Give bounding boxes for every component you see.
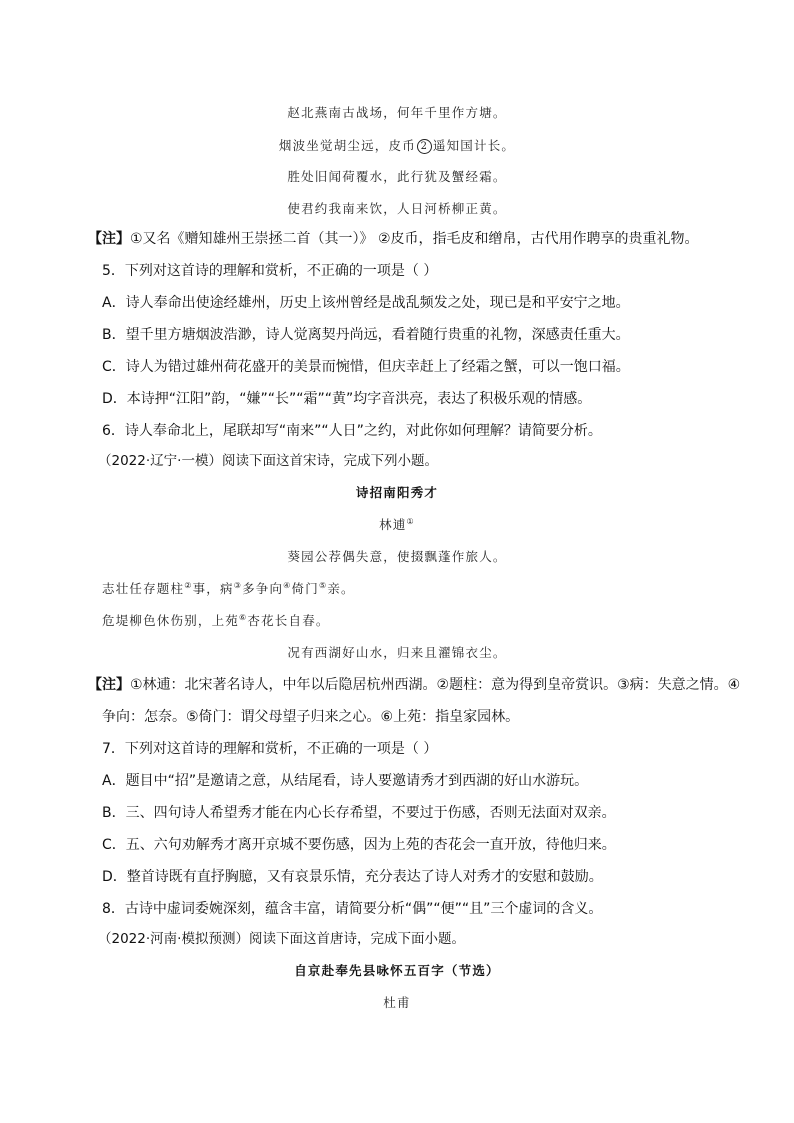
section-intro-2: （2022·辽宁·一模）阅读下面这首宋诗，完成下列小题。	[98, 453, 438, 469]
poem1-line-2-part-b: 遥知国计长。	[432, 138, 516, 153]
q7-option-c: C．五、六句劝解秀才离开京城不要伤感，因为上苑的杏花会一直开放，待他归来。	[102, 837, 616, 853]
note2-line-2: 争向：怎奈。⑤倚门：谓父母望子归来之心。⑥上苑：指皇家园林。	[102, 709, 520, 725]
poem1-line-2	[0, 139, 794, 154]
poem2-line-2	[102, 580, 355, 596]
footnote-ref: ③	[233, 580, 243, 590]
note1	[88, 232, 699, 246]
poem1-line-2-part-a: 烟波坐觉胡尘远，皮币	[278, 138, 416, 153]
poem1-line-1: 赵北燕南古战场，何年千里作方塘。	[287, 105, 507, 120]
q5-option-b: B．望千里方塘烟波浩渺，诗人觉离契丹尚远，看着随行贵重的礼物，深感责任重大。	[102, 327, 630, 343]
note2-tag: 【注】	[88, 677, 130, 693]
text-span: 倚门	[291, 581, 319, 596]
note1-text: ①又名《赠知雄州王崇拯二首（其一）》 ②皮币，指毛皮和缯帛，古代用作聘享的贵重礼物。	[130, 231, 699, 247]
text-span: 多争向	[242, 581, 284, 596]
text-span: 事，病	[192, 581, 234, 596]
note2-line-1	[88, 678, 740, 692]
text-span: 志壮任存题柱	[102, 581, 185, 596]
q5-stem: 5．下列对这首诗的理解和赏析，不正确的一项是（ ）	[102, 263, 438, 279]
poem2-author-name: 林逋	[379, 517, 407, 532]
poem2-author	[0, 516, 794, 532]
poem2-line-3	[102, 612, 330, 628]
q7-option-b: B．三、四句诗人希望秀才能在内心长存希望，不要过于伤感，否则无法面对双亲。	[102, 805, 616, 821]
q7-stem: 7．下列对这首诗的理解和赏析，不正确的一项是（ ）	[102, 741, 438, 757]
poem1-line-4: 使君约我南来饮，人日河桥柳正黄。	[287, 201, 507, 216]
poem2-line-4: 况有西湖好山水，归来且濯锦衣尘。	[287, 645, 507, 660]
note2-text-1: ①林逋：北宋著名诗人，中年以后隐居杭州西湖。②题柱：意为得到皇帝赏识。③病：失意之情。④	[130, 677, 741, 693]
footnote-ref: ①	[406, 516, 415, 526]
text-span: 危堤柳色休伤别，上苑	[102, 613, 240, 628]
poem2-title: 诗招南阳秀才	[355, 485, 439, 500]
q5-option-d: D．本诗押“江阳”韵，“嫌”“长”“霜”“黄”均字音洪亮，表达了积极乐观的情感。	[102, 391, 592, 407]
q5-option-c: C．诗人为错过雄州荷花盛开的美景而惋惜，但庆幸赶上了经霜之蟹，可以一饱口福。	[102, 359, 630, 375]
poem3-title: 自京赴奉先县咏怀五百字（节选）	[294, 963, 500, 978]
poem3-author: 杜甫	[383, 995, 411, 1010]
note1-tag: 【注】	[88, 231, 130, 247]
q6-stem: 6．诗人奉命北上，尾联却写“南来”“人日”之约，对此你如何理解？请简要分析。	[102, 423, 602, 439]
poem1-line-3: 胜处旧闻荷覆水，此行犹及蟹经霜。	[287, 169, 507, 184]
footnote-ref: ④	[283, 580, 292, 590]
q7-option-a: A．题目中“招”是邀请之意，从结尾看，诗人要邀请秀才到西湖的好山水游玩。	[102, 773, 589, 789]
text-span: 亲。	[327, 581, 355, 596]
footnote-ref: ②	[184, 580, 193, 590]
text-span: 杏花长自春。	[247, 613, 330, 628]
q8-stem: 8．古诗中虚词委婉深刻，蕴含丰富，请简要分析“偶”“便”“且”三个虚词的含义。	[102, 901, 603, 917]
annotation-mark-circle: 2	[417, 139, 432, 154]
footnote-ref: ⑥	[239, 612, 248, 622]
footnote-ref: ⑤	[318, 580, 328, 590]
q7-option-d: D．整首诗既有直抒胸臆，又有哀景乐情，充分表达了诗人对秀才的安慰和鼓励。	[102, 869, 603, 885]
poem2-line-1: 葵园公荐偶失意，使掇飘蓬作旅人。	[287, 549, 507, 564]
q5-option-a: A．诗人奉命出使途经雄州，历史上该州曾经是战乱频发之处，现已是和平安宁之地。	[102, 295, 630, 311]
section-intro-3: （2022·河南·模拟预测）阅读下面这首唐诗，完成下面小题。	[98, 931, 465, 947]
